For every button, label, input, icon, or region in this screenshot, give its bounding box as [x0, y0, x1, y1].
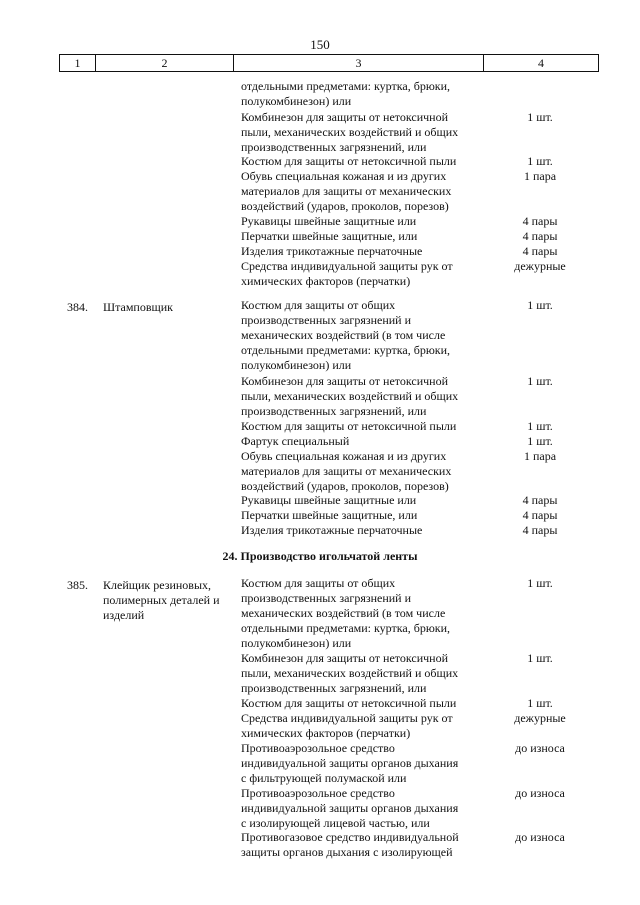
item-text: отдельными предметами: куртка, брюки, полукомбинезон) или: [241, 79, 451, 108]
table-header-row: [59, 54, 599, 72]
item-text: Средства индивидуальной защиты рук от химических факторов (перчатки): [241, 711, 453, 740]
item-text: Костюм для защиты от нетоксичной пыли: [241, 419, 457, 433]
item-text: Противоаэрозольное средство индивидуальной защиты органов дыхания с фильтрующей полумаской или: [241, 741, 459, 785]
entry-profession: Штамповщик: [103, 300, 173, 314]
item-qty: дежурные: [514, 711, 566, 725]
item-qty: 4 пары: [522, 508, 558, 522]
item-text: Изделия трикотажные перчаточные: [241, 244, 423, 258]
item-qty: до износа: [515, 830, 565, 844]
item-text: Обувь специальная кожаная и из других материалов для защиты от механических воздействий (ударов, проколов, порезов): [241, 449, 452, 493]
item-qty: 4 пары: [522, 523, 558, 537]
item-qty: 1 шт.: [527, 110, 553, 124]
item-text: Рукавицы швейные защитные или: [241, 493, 417, 507]
item-qty: до износа: [515, 741, 565, 755]
entry-profession: Клейщик резиновых, полимерных деталей и изделий: [103, 578, 220, 622]
item-qty: 1 пара: [523, 449, 557, 463]
item-text: Костюм для защиты от общих производственных загрязнений и механических воздействий (в том числе отдельными предметами: куртка, брюки, полукомбинезон) или: [241, 576, 451, 650]
item-text: Противоаэрозольное средство индивидуальной защиты органов дыхания с изолирующей лицевой частью, или: [241, 786, 459, 830]
item-text: Комбинезон для защиты от нетоксичной пыли, механических воздействий и общих производственных загрязнений, или: [241, 110, 459, 154]
item-text: Комбинезон для защиты от нетоксичной пыли, механических воздействий и общих производственных загрязнений, или: [241, 651, 459, 695]
item-text: Рукавицы швейные защитные или: [241, 214, 417, 228]
item-qty: 4 пары: [522, 229, 558, 243]
item-qty: 1 пара: [523, 169, 557, 183]
column-header-4: 4: [483, 55, 599, 71]
page-number: 150: [310, 37, 330, 52]
item-text: Изделия трикотажные перчаточные: [241, 523, 423, 537]
column-header-1: 1: [59, 55, 95, 71]
item-qty: 1 шт.: [527, 651, 553, 665]
column-header-3: 3: [233, 55, 483, 71]
item-qty: 4 пары: [522, 214, 558, 228]
item-qty: 1 шт.: [527, 419, 553, 433]
item-qty: 1 шт.: [527, 434, 553, 448]
item-text: Обувь специальная кожаная и из других материалов для защиты от механических воздействий (ударов, проколов, порезов): [241, 169, 452, 213]
item-text: Комбинезон для защиты от нетоксичной пыли, механических воздействий и общих производственных загрязнений, или: [241, 374, 459, 418]
item-qty: до износа: [515, 786, 565, 800]
item-qty: 4 пары: [522, 493, 558, 507]
item-qty: 1 шт.: [527, 576, 553, 590]
item-text: Перчатки швейные защитные, или: [241, 508, 418, 522]
item-text: Костюм для защиты от нетоксичной пыли: [241, 696, 457, 710]
item-text: Костюм для защиты от нетоксичной пыли: [241, 154, 457, 168]
item-qty: 1 шт.: [527, 154, 553, 168]
item-text: Костюм для защиты от общих производственных загрязнений и механических воздействий (в том числе отдельными предметами: куртка, брюки, полукомбинезон) или: [241, 298, 451, 372]
item-text: Фартук специальный: [241, 434, 350, 448]
item-text: Перчатки швейные защитные, или: [241, 229, 418, 243]
item-text: Противогазовое средство индивидуальной защиты органов дыхания с изолирующей: [241, 830, 459, 859]
item-qty: дежурные: [514, 259, 566, 273]
item-text: Средства индивидуальной защиты рук от химических факторов (перчатки): [241, 259, 453, 288]
entry-number: 385.: [67, 578, 88, 592]
entry-number: 384.: [67, 300, 88, 314]
item-qty: 1 шт.: [527, 298, 553, 312]
item-qty: 1 шт.: [527, 374, 553, 388]
item-qty: 1 шт.: [527, 696, 553, 710]
section-title: 24. Производство игольчатой ленты: [222, 549, 418, 563]
item-qty: 4 пары: [522, 244, 558, 258]
column-header-2: 2: [95, 55, 233, 71]
